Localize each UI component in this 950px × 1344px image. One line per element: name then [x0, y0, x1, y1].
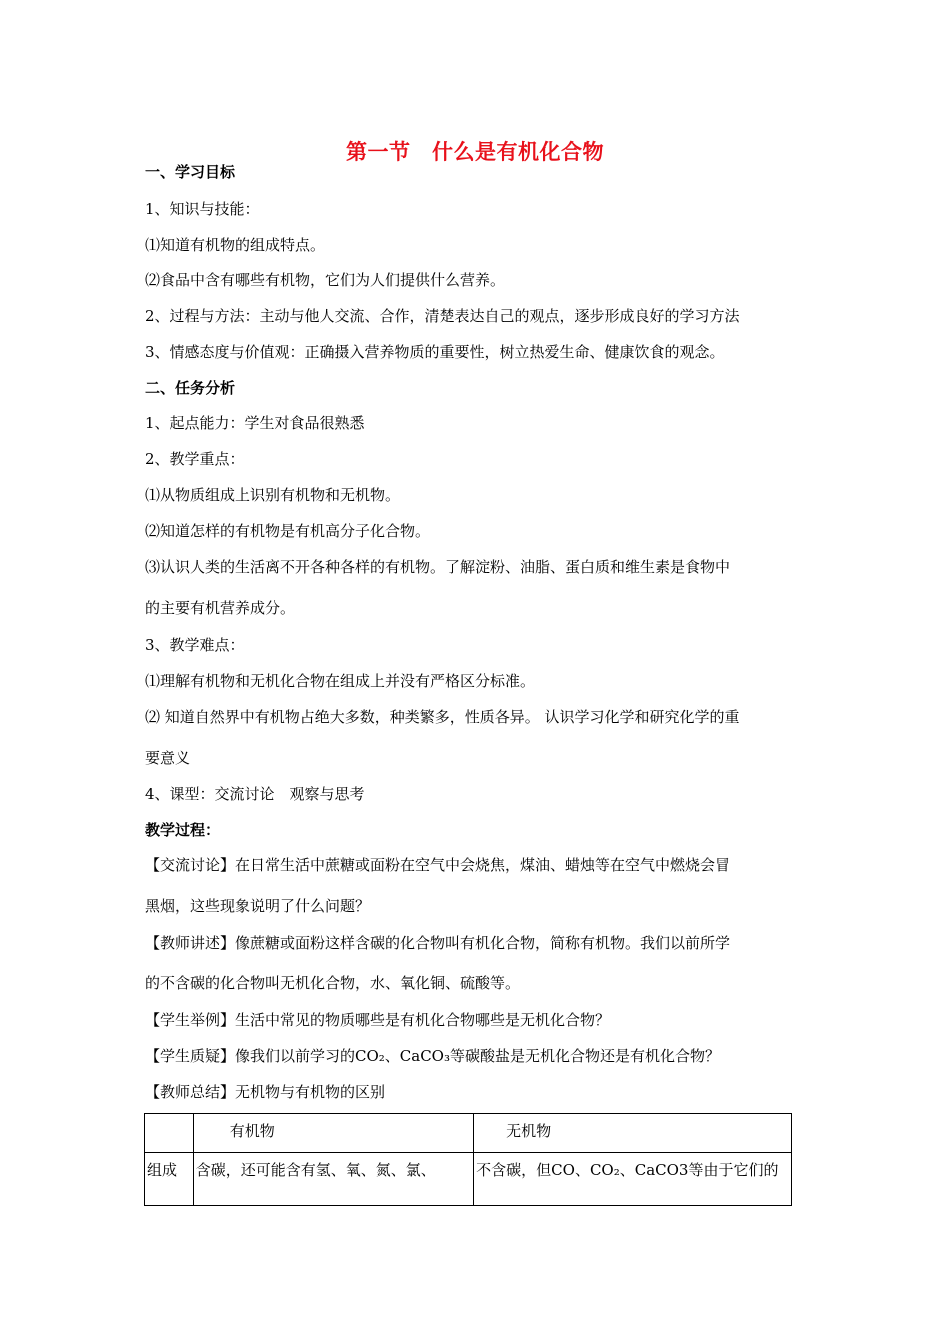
section-heading-goals: 一、学习目标: [145, 163, 236, 181]
table-header-cell: [145, 1114, 194, 1153]
text-line: 2、教学重点：: [145, 450, 245, 468]
table-cell: 不含碳，但CO、CO₂、CaCO3等由于它们的: [474, 1153, 792, 1206]
text-line: 的主要有机营养成分。: [145, 599, 296, 617]
page-title: 第一节 什么是有机化合物: [346, 140, 604, 164]
comparison-table: [144, 1113, 792, 1206]
text-line: 要意义: [145, 749, 191, 767]
section-heading-analysis: 二、任务分析: [145, 379, 236, 397]
text-line: 2、过程与方法：主动与他人交流、合作，清楚表达自己的观点，逐步形成良好的学习方法: [145, 307, 740, 325]
text-line: ⑶认识人类的生活离不开各种各样的有机物。了解淀粉、油脂、蛋白质和维生素是食物中: [145, 558, 731, 576]
table-row: [145, 1153, 792, 1206]
text-line: 【学生质疑】像我们以前学习的CO₂、CaCO₃等碳酸盐是无机化合物还是有机化合物？: [145, 1047, 720, 1065]
text-line: 4、课型：交流讨论 观察与思考: [145, 785, 365, 803]
table-header-row: [145, 1114, 792, 1153]
text-line: 1、知识与技能：: [145, 200, 260, 218]
text-line: 黑烟，这些现象说明了什么问题？: [145, 897, 371, 915]
text-line: 1、起点能力：学生对食品很熟悉: [145, 414, 365, 432]
text-line: ⑴理解有机物和无机化合物在组成上并没有严格区分标准。: [145, 672, 536, 690]
text-line: 【教师讲述】像蔗糖或面粉这样含碳的化合物叫有机化合物，简称有机物。我们以前所学: [145, 934, 731, 952]
text-line: 3、情感态度与价值观：正确摄入营养物质的重要性，树立热爱生命、健康饮食的观念。: [145, 343, 725, 361]
table-header-cell: 无机物: [474, 1114, 792, 1153]
table-cell: 含碳，还可能含有氢、氧、氮、氯、: [193, 1153, 473, 1206]
text-line: ⑵ 知道自然界中有机物占绝大多数，种类繁多，性质各异。 认识学习化学和研究化学的重: [145, 708, 740, 726]
section-heading-process: 教学过程：: [145, 821, 221, 839]
text-line: ⑵知道怎样的有机物是有机高分子化合物。: [145, 522, 431, 540]
text-line: 的不含碳的化合物叫无机化合物，水、氧化铜、硫酸等。: [145, 974, 521, 992]
text-line: 【交流讨论】在日常生活中蔗糖或面粉在空气中会烧焦，煤油、蜡烛等在空气中燃烧会冒: [145, 856, 731, 874]
text-line: 【教师总结】无机物与有机物的区别: [145, 1083, 386, 1101]
text-line: ⑴从物质组成上识别有机物和无机物。: [145, 486, 401, 504]
text-line: ⑴知道有机物的组成特点。: [145, 236, 326, 254]
text-line: 【学生举例】生活中常见的物质哪些是有机化合物哪些是无机化合物？: [145, 1011, 611, 1029]
table-header-cell: 有机物: [193, 1114, 473, 1153]
table-cell: 组成: [145, 1153, 194, 1206]
text-line: ⑵食品中含有哪些有机物，它们为人们提供什么营养。: [145, 271, 506, 289]
text-line: 3、教学难点：: [145, 636, 245, 654]
